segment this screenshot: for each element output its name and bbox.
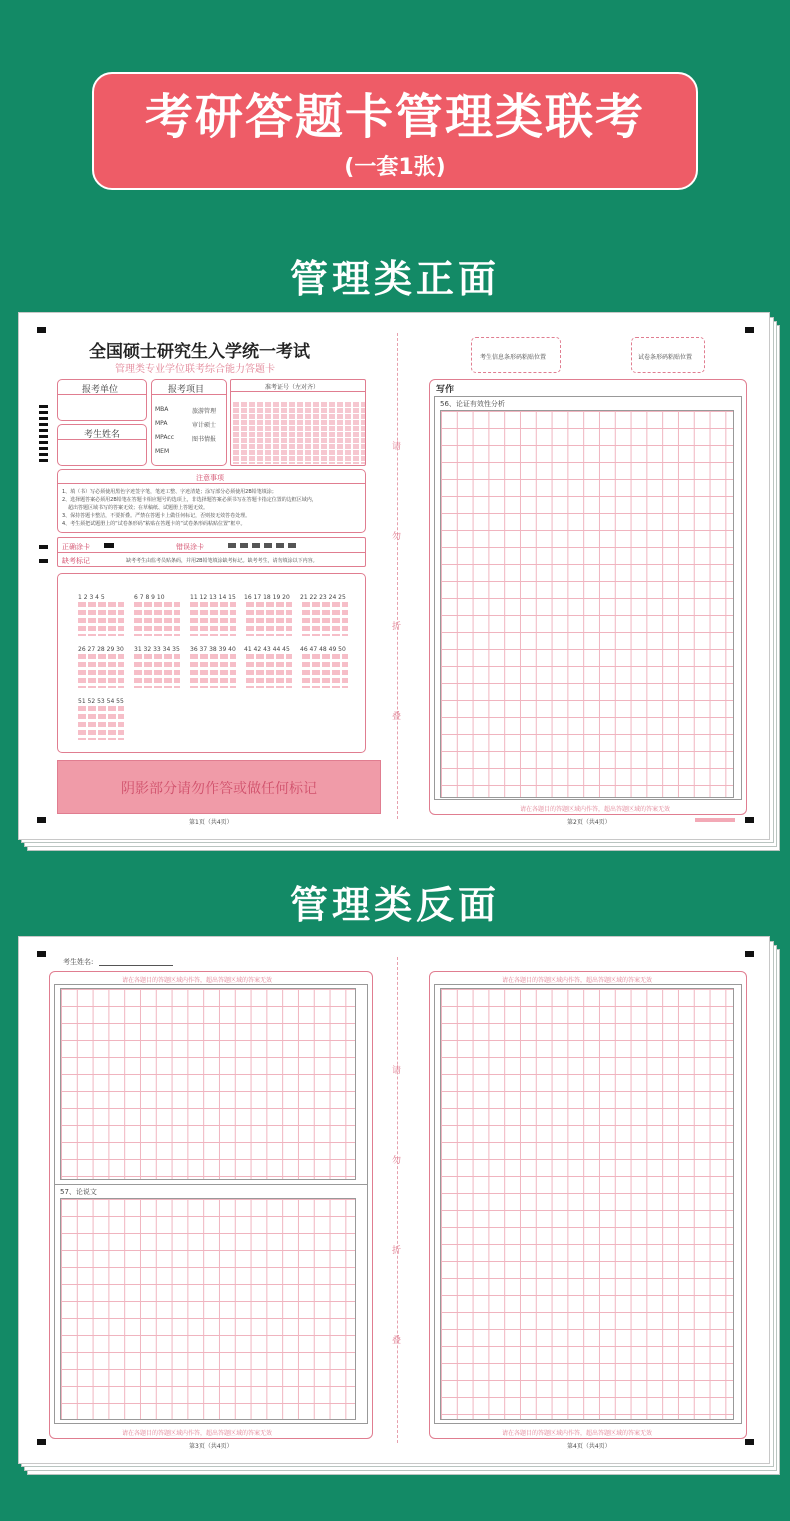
project-box[interactable]: 报考项目 MBA MPA MPAcc MEM 旅游管理 审计硕士 图书情报 [151, 379, 227, 466]
back-right-answer-area[interactable]: 请在各题目的答题区域内作答，超出答题区域的答案无效 请在各题目的答题区域内作答，超出答题区域的答案无效 [429, 971, 747, 1439]
back-sheet-stack [18, 936, 780, 1476]
ticket-number-box[interactable]: 准考证号（左对齐） [230, 379, 366, 466]
page-1-label: 第1页（共4页） [189, 819, 233, 826]
front-sheet-stack [18, 312, 780, 852]
front-section-title: 管理类正面 [289, 257, 500, 301]
page-4-label: 第4页（共4页） [567, 1443, 611, 1450]
page-2-label: 第2页（共4页） [567, 819, 611, 826]
q56-continued-grid[interactable] [60, 988, 356, 1180]
title-banner [92, 72, 698, 190]
back-section-title: 管理类反面 [289, 883, 500, 927]
missing-mark-label: 缺考标记 [62, 557, 90, 565]
q57-label: 57、论说文 [60, 1188, 97, 1196]
name-box[interactable]: 考生姓名 [57, 424, 147, 466]
unit-box[interactable]: 报考单位 [57, 379, 147, 421]
student-barcode-area: 考生信息条形码粘贴位置 [471, 337, 561, 373]
fill-example-box: 正确涂卡 错误涂卡 缺考标记 缺考考生由监考员贴条码，并用2B铅笔填涂缺考标记。缺考考生，请勿填涂以下内容。 [57, 537, 366, 567]
notice-box: 注意事项 1、填（书）写必须使用黑色字迹签字笔，笔迹工整、字迹清楚；涂写部分必须使用2B铅笔填涂； 2、选择题答案必须用2B铅笔在答题卡相应题号的选项上，非选择题答案必须书写在答题卡指定位置的边框区域内， 超出答题区域书写的答案无效；在草稿纸、试题册上答题无效。 3、保持答题卡整洁，不要折叠。严禁在答题卡上做任何标记，否则按无效答卷处理。 4、考生须把试题册上的“试卷条形码”粘贴在答题卡的“试卷条形码粘贴位置”框中。 [57, 469, 366, 533]
exam-title: 全国硕士研究生入学统一考试 [89, 342, 310, 362]
front-sheet: 全国硕士研究生入学统一考试 管理类专业学位联考综合能力答题卡 考生信息条形码粘贴位置 试卷条形码粘贴位置 报考单位 考生姓名 报考项目 MBA MPA MPAcc MEM 旅游管理 审计硕士 图书情报 准考证号（左对齐） 注意事项 1、填（书）写必须使用黑色字迹签字笔，笔迹工整、字迹清楚；涂写部分必须使用2B铅笔填涂； 2、选择题答案必须用2B铅笔在答题卡相应题号的选项上，非选择题答案必须书写在答题卡指定位置的边框区域内， 超出答题区域书写的答案无效；在草稿纸、试题册上答题无效。 3、保持答题卡整洁，不要折叠。严禁在答题卡上做任何标记，否则按无效答卷处理。 4、考生须把试题册上的“试卷条形码”粘贴在答题卡的“试卷条形码粘贴位置”框中。 正确涂卡 错误涂卡 缺考标记 缺考考生由监考员贴条码，并用2B铅笔填涂缺考标记。缺考考生，请勿填涂以下内容。 1 2 3 4 5 6 7 8 9 10 11 12 13 14 15 16 17 18 19 20 21 22 23 24 25 26 27 28 29 30 31 32 33 34 35 36 37 38 39 40 41 42 43 44 45 46 47 48 49 50 51 52 53 54 55 阴影部分请勿作答或做任何标记 第1页（共4页） 请 勿 折 叠 写作 56、论证有效性分析 请在各题目的答题区域内作答，超出答题区域的答案无效 第2页（共4页） [18, 312, 770, 840]
back-left-answer-area[interactable]: 请在各题目的答题区域内作答，超出答题区域的答案无效 57、论说文 请在各题目的答题区域内作答，超出答题区域的答案无效 [49, 971, 373, 1439]
q57-writing-grid[interactable] [60, 1198, 356, 1420]
back-name-label: 考生姓名: [63, 958, 94, 966]
back-sheet: 考生姓名: 请在各题目的答题区域内作答，超出答题区域的答案无效 57、论说文 请在各题目的答题区域内作答，超出答题区域的答案无效 第3页（共4页） 请 勿 折 叠 请在各题目的答题区域内作答，超出答题区域的答案无效 请在各题目的答题区域内作答，超出答题区域的答案无效 第4页（共4页） [18, 936, 770, 1464]
writing-area[interactable]: 写作 56、论证有效性分析 请在各题目的答题区域内作答，超出答题区域的答案无效 [429, 379, 747, 815]
shaded-area [57, 760, 381, 814]
paper-barcode-area: 试卷条形码粘贴位置 [631, 337, 705, 373]
shade-warning-text: 阴影部分请勿作答或做任何标记 [121, 781, 317, 797]
choice-answer-area[interactable]: 1 2 3 4 5 6 7 8 9 10 11 12 13 14 15 16 17 18 19 20 21 22 23 24 25 26 27 28 29 30 31 32 33 34 35 36 37 38 39 40 41 42 43 44 45 46 47 48 49 50 51 52 53 54 55 [57, 573, 366, 753]
back-name-line[interactable] [99, 965, 173, 966]
q56-writing-grid[interactable] [440, 410, 734, 798]
banner-subtitle: (一套1张) [344, 155, 446, 180]
exam-subtitle: 管理类专业学位联考综合能力答题卡 [115, 364, 275, 375]
page-3-label: 第3页（共4页） [189, 1443, 233, 1450]
banner-title: 考研答题卡管理类联考 [144, 89, 645, 145]
q56-label: 56、论证有效性分析 [440, 400, 505, 408]
writing-label: 写作 [436, 385, 455, 395]
q57-continued-grid[interactable] [440, 988, 734, 1420]
